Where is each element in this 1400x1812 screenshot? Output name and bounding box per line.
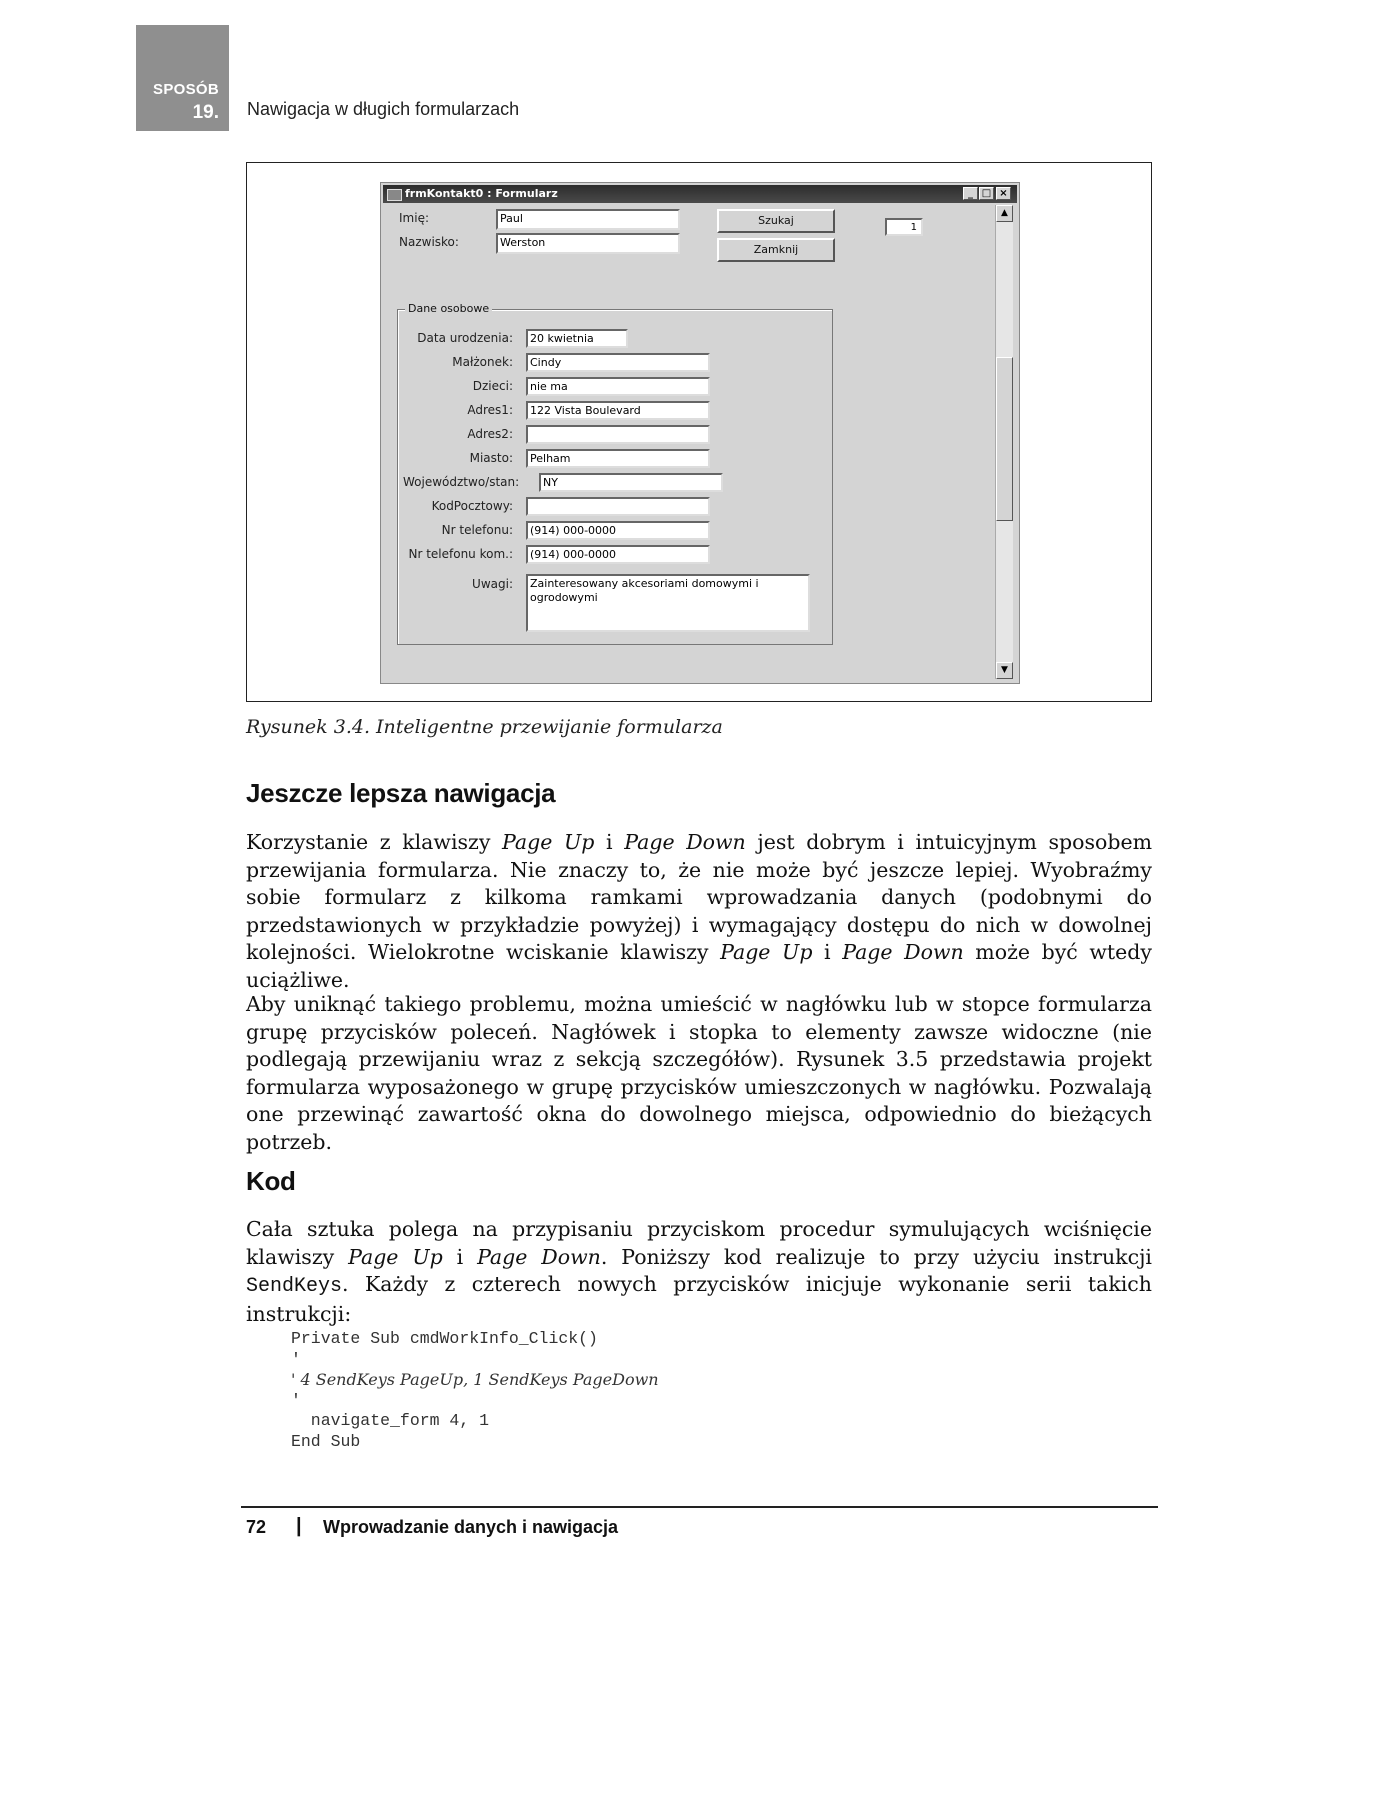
code-line: navigate_form 4, 1 bbox=[291, 1411, 490, 1430]
first-name-field[interactable]: Paul bbox=[496, 209, 680, 230]
minimize-icon[interactable]: _ bbox=[963, 187, 978, 200]
notes-label: Uwagi: bbox=[472, 577, 513, 591]
search-button[interactable]: Szukaj bbox=[717, 209, 835, 233]
scroll-down-icon[interactable]: ▼ bbox=[996, 662, 1013, 679]
section-tab-number: 19. bbox=[192, 102, 219, 123]
code-line: ' bbox=[291, 1390, 301, 1410]
address1-field[interactable]: 122 Vista Boulevard bbox=[526, 401, 710, 420]
spouse-field[interactable]: Cindy bbox=[526, 353, 710, 372]
birth-date-field[interactable]: 20 kwietnia bbox=[526, 329, 628, 348]
paragraph-page-keys: Korzystanie z klawiszy Page Up i Page Down jest dobrym i intuicyjnym sposobem przewijania formularza. Nie znaczy to, że nie może być jeszcze lepiej. Wyobraźmy sobie formularz z kilkoma ramkami wprowadzania danych (podobnymi do przedstawionych w przykładzie powyżej) i wymagający dostępu do nich w dowolnej kolejności. Wielokrotne wciskanie klawiszy Page Up i Page Down może być wtedy uciążliwe. bbox=[246, 830, 1153, 992]
section-tab-label: SPOSÓB bbox=[153, 81, 219, 98]
address1-label: Adres1: bbox=[467, 403, 513, 417]
footer-chapter-title: Wprowadzanie danych i nawigacja bbox=[323, 1517, 619, 1537]
code-comment: ' 4 SendKeys PageUp, 1 SendKeys PageDown bbox=[291, 1370, 659, 1389]
phone-label: Nr telefonu: bbox=[441, 523, 513, 537]
form-icon bbox=[387, 189, 402, 201]
personal-data-legend: Dane osobowe bbox=[405, 302, 492, 315]
scroll-up-icon[interactable]: ▲ bbox=[996, 205, 1013, 222]
city-label: Miasto: bbox=[469, 451, 513, 465]
code-listing bbox=[291, 1329, 659, 1452]
notes-field[interactable]: Zainteresowany akcesoriami domowymi i ogrodowymi bbox=[526, 574, 810, 632]
scrollbar-thumb[interactable] bbox=[996, 357, 1013, 521]
birth-date-label: Data urodzenia: bbox=[417, 331, 513, 345]
section-heading-code: Kod bbox=[246, 1166, 296, 1196]
address2-field[interactable] bbox=[526, 425, 710, 444]
state-field[interactable]: NY bbox=[539, 473, 723, 492]
vertical-scrollbar[interactable] bbox=[995, 205, 1013, 679]
code-line: Private Sub cmdWorkInfo_Click() bbox=[291, 1329, 598, 1348]
code-line: ' bbox=[291, 1349, 301, 1369]
children-field[interactable]: nie ma bbox=[526, 377, 710, 396]
address2-label: Adres2: bbox=[467, 427, 513, 441]
window-titlebar bbox=[383, 185, 1017, 203]
paragraph-sendkeys: Cała sztuka polega na przypisaniu przyciskom procedur symulujących wciśnięcie klawiszy Page Up i Page Down. Poniższy kod realizuje to przy użyciu instrukcji SendKeys. Każdy z czterech nowych przycisków inicjuje wykonanie serii takich instrukcji: bbox=[246, 1217, 1152, 1326]
section-heading-better-navigation: Jeszcze lepsza nawigacja bbox=[246, 778, 556, 808]
window-title: frmKontakt0 : Formularz bbox=[405, 187, 558, 200]
mobile-phone-field[interactable]: (914) 000-0000 bbox=[526, 545, 710, 564]
postal-code-label: KodPocztowy: bbox=[431, 499, 513, 513]
postal-code-field[interactable] bbox=[526, 497, 710, 516]
state-label: Województwo/stan: bbox=[403, 475, 520, 489]
city-field[interactable]: Pelham bbox=[526, 449, 710, 468]
record-counter[interactable]: 1 bbox=[885, 218, 923, 236]
mobile-phone-label: Nr telefonu kom.: bbox=[408, 547, 513, 561]
spouse-label: Małżonek: bbox=[452, 355, 513, 369]
children-label: Dzieci: bbox=[472, 379, 513, 393]
running-header-title: Nawigacja w długich formularzach bbox=[247, 99, 520, 119]
footer-separator: | bbox=[296, 1515, 302, 1537]
close-form-button[interactable]: Zamknij bbox=[717, 238, 835, 262]
code-line: End Sub bbox=[291, 1431, 361, 1451]
last-name-label: Nazwisko: bbox=[399, 235, 459, 249]
figure-caption: Rysunek 3.4. Inteligentne przewijanie formularza bbox=[246, 716, 723, 738]
maximize-icon[interactable]: □ bbox=[979, 187, 994, 200]
form-window bbox=[380, 182, 1020, 684]
close-icon[interactable]: × bbox=[996, 187, 1011, 200]
last-name-field[interactable]: Werston bbox=[496, 233, 680, 254]
first-name-label: Imię: bbox=[399, 211, 429, 225]
section-tab bbox=[136, 25, 229, 131]
page-number: 72 bbox=[246, 1517, 267, 1537]
footer-rule bbox=[241, 1506, 1158, 1508]
phone-field[interactable]: (914) 000-0000 bbox=[526, 521, 710, 540]
paragraph-command-buttons: Aby uniknąć takiego problemu, można umieścić w nagłówku lub w stopce formularza grupę przycisków poleceń. Nagłówek i stopka to elementy zawsze widoczne (nie podlegają przewijaniu wraz z sekcją szczegółów). Rysunek 3.5 przedstawia projekt formularza wyposażonego w grupę przycisków umieszczonych w nagłówku. Pozwalają one przewinąć zawartość okna do dowolnego miejsca, odpowiednio do bieżących potrzeb. bbox=[246, 992, 1152, 1154]
